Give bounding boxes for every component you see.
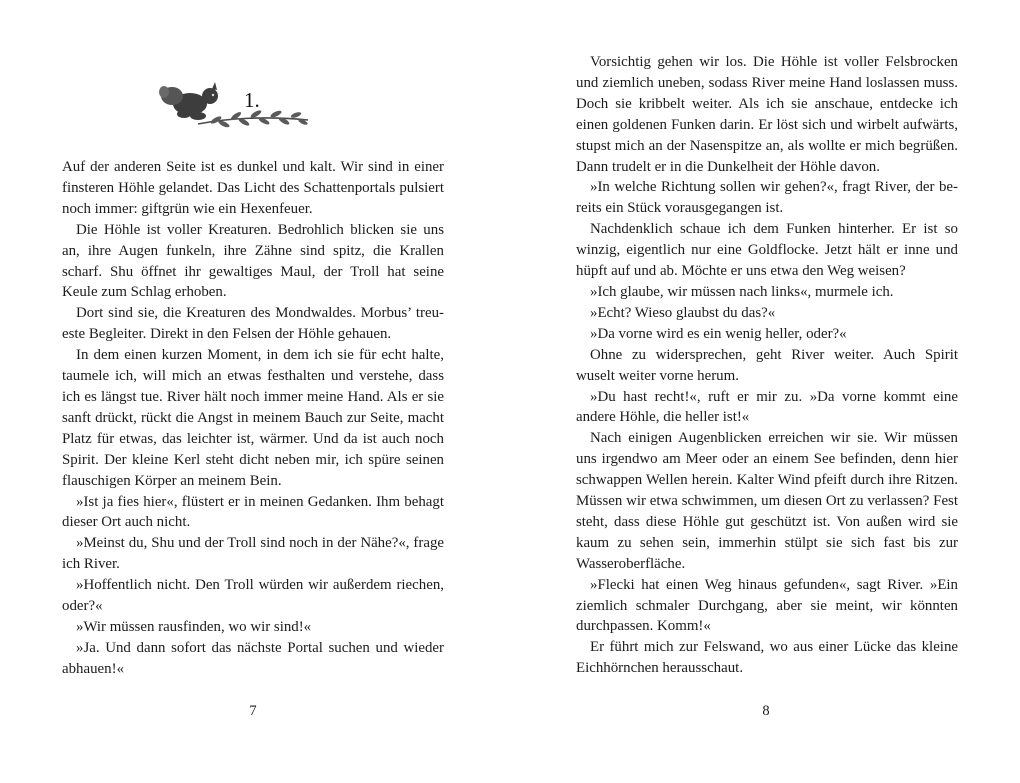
paragraph: »Ist ja fies hier«, flüstert er in meinen Gedanken. Ihm behagt dieser Ort auch nicht. (62, 493, 444, 531)
paragraph: »Ich glaube, wir müssen nach links«, murmele ich. (590, 283, 894, 300)
paragraph: »Echt? Wieso glaubst du das?« (590, 304, 776, 321)
paragraph: »Hoffentlich nicht. Den Troll würden wir außerdem riechen, oder?« (62, 577, 444, 615)
paragraph: Dort sind sie, die Kreaturen des Mondwaldes. Morbus’ treueste Begleiter. Direkt in den Felsen der Höhle gehauen. (62, 305, 444, 343)
chapter-heading (158, 80, 313, 138)
squirrel-vine-illustration (158, 80, 313, 138)
paragraph: Nachdenklich schaue ich dem Funken hinterher. Er ist so winzig, eigentlich nur eine Goldflocke. Jetzt hält er inne und hüpft auf und ab. Möchte er uns etwa den Weg weisen? (576, 221, 958, 280)
page-number: 7 (249, 703, 257, 719)
paragraph: »Wir müssen rausfinden, wo wir sind!« (76, 618, 312, 635)
paragraph: Ohne zu widersprechen, geht River weiter. Auch Spirit wuselt weiter vorne herum. (576, 346, 958, 384)
chapter-number: 1. (244, 88, 260, 112)
paragraph: Er führt mich zur Felswand, wo aus einer Lücke das kleine Eichhörnchen herausschaut. (576, 639, 958, 677)
paragraph: »In welche Richtung sollen wir gehen?«, fragt River, der bereits ein Stück vorausgegangen ist. (576, 179, 958, 217)
paragraph: »Du hast recht!«, ruft er mir zu. »Da vorne kommt eine andere Höhle, die heller ist!« (576, 388, 958, 426)
paragraph: Auf der anderen Seite ist es dunkel und kalt. Wir sind in einer finsteren Höhle gelandet. Das Licht des Schattenportals pulsiert noch immer: giftgrün wie ein Hexenfeuer. (62, 159, 444, 217)
paragraph: »Meinst du, Shu und der Troll sind noch in der Nähe?«, frage ich River. (62, 535, 444, 573)
right-page-text (576, 52, 958, 679)
paragraph: »Flecki hat einen Weg hinaus gefunden«, sagt River. »Ein ziemlich schmaler Durchgang, aber sie meint, wir könnten durchpassen. Komm!« (576, 576, 958, 635)
paragraph: In dem einen kurzen Moment, in dem ich sie für echt halte, taumele ich, will mich an etwas festhalten und verstehe, dass ich es längst tue. River hält noch immer meine Hand. Als er sie sanft drückt, rückt die Angst in meinem Bauch zur Seite, macht Platz für etwas, das leichter ist, wärmer. Und da ist auch noch Spirit. Der kleine Kerl steht dicht neben mir, ich spüre seinen flauschigen Körper an meinem Bein. (62, 347, 444, 489)
paragraph: Nach einigen Augenblicken erreichen wir sie. Wir müssen uns irgendwo am Meer oder an einem See befinden, denn hier schwappen Wellen herein. Kalter Wind pfeift durch ihre Ritzen. Müssen wir etwa schwimmen, um diesen Ort zu verlassen? Fest steht, dass diese Höhle gut geschützt ist. Von außen wird sie kaum zu sehen sein, immerhin stülpt sie sich fast bis zur Wasseroberfläche. (576, 430, 958, 572)
page-number: 8 (762, 703, 770, 719)
paragraph: »Ja. Und dann sofort das nächste Portal suchen und wieder abhauen!« (62, 639, 444, 677)
left-page-text (62, 157, 444, 680)
paragraph: Vorsichtig gehen wir los. Die Höhle ist voller Felsbrocken und ziemlich uneben, sodass River meine Hand loslassen muss. Doch sie kribbelt weiter. Als ich sie anschaue, entdecke ich einen goldenen Funken darin. Er löst sich und wirbelt aufwärts, stupst mich an der Nasenspitze an, als wollte er mich begrüßen. Dann trudelt er in die Dunkelheit der Höhle davon. (576, 54, 958, 175)
paragraph: »Da vorne wird es ein wenig heller, oder?« (590, 325, 847, 342)
paragraph: Die Höhle ist voller Kreaturen. Bedrohlich blicken sie uns an, ihre Augen funkeln, ihre Zähne sind spitz, die Krallen scharf. Shu öffnet ihr gewaltiges Maul, der Troll hat seine Keule zum Schlag erhoben. (62, 221, 444, 301)
